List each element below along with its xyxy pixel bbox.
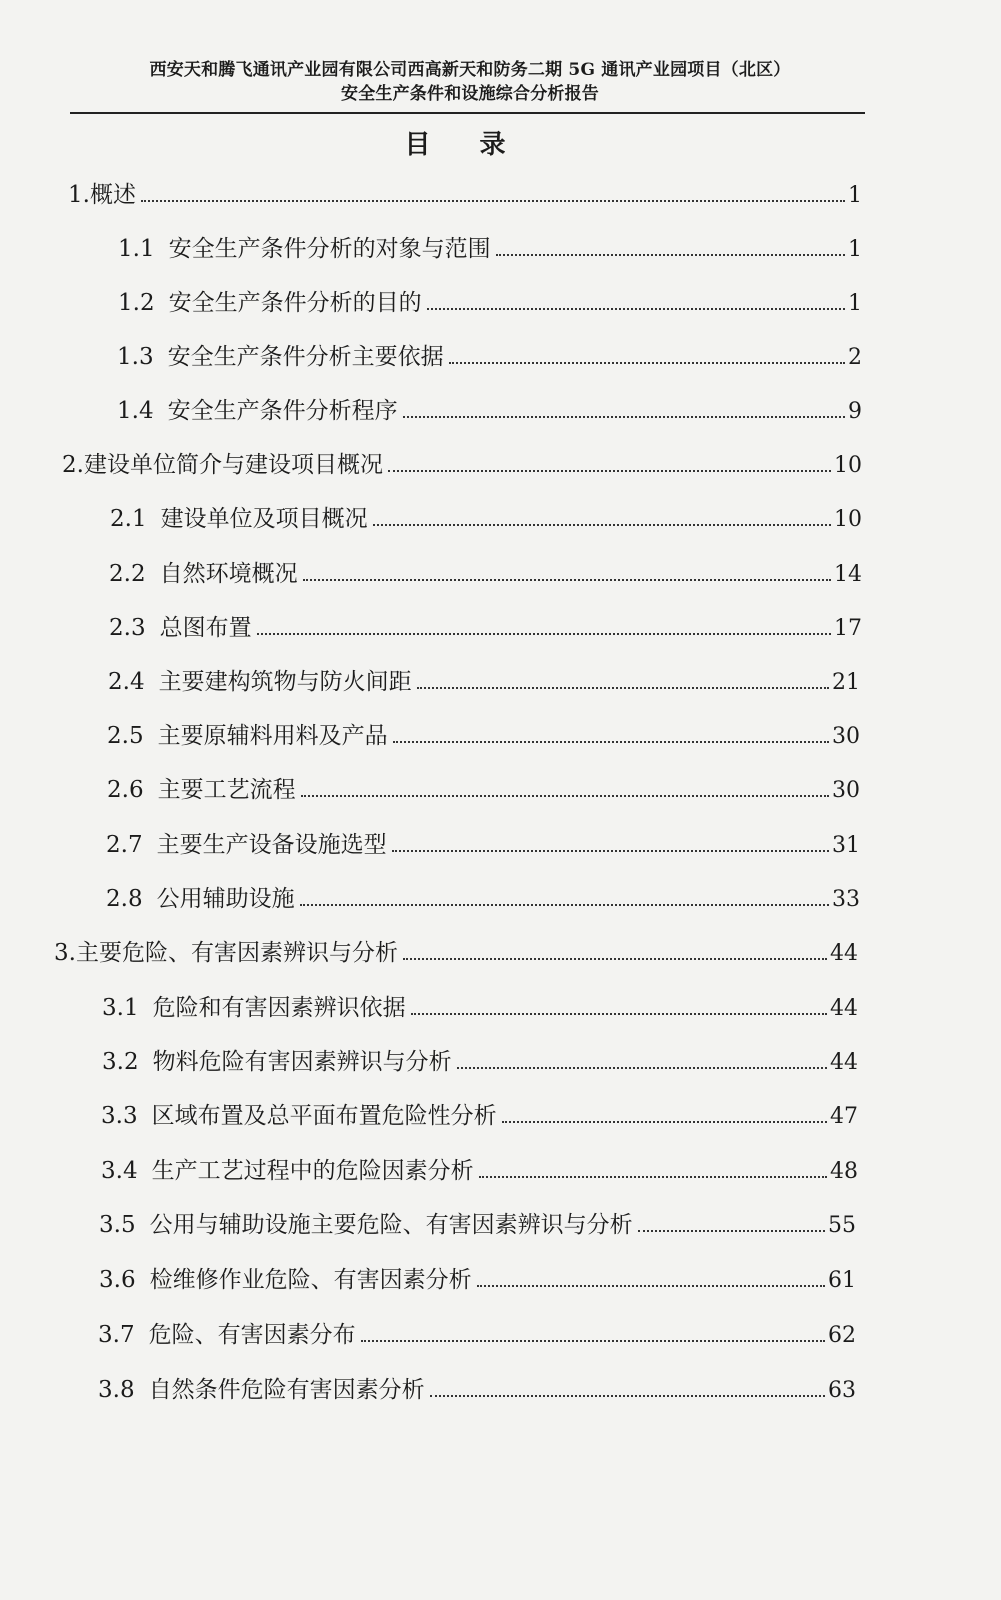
- toc-entry-page-number: 30: [832, 724, 860, 749]
- toc-entry-text: 3.主要危险、有害因素辨识与分析: [54, 940, 398, 966]
- dot-leader: [638, 1230, 825, 1232]
- dot-leader: [417, 687, 829, 689]
- toc-entry-text: 建设单位及项目概况: [160, 506, 368, 532]
- dot-leader: [477, 1285, 825, 1287]
- toc-entry-number: 1.4: [117, 398, 154, 424]
- toc-entry-label: [108, 665, 414, 699]
- toc-entry-label: [99, 1208, 635, 1242]
- toc-entry-text: 公用辅助设施: [156, 886, 295, 912]
- toc-entry-page-number: 1: [848, 291, 862, 316]
- toc-entry-number: 3.2: [102, 1049, 139, 1075]
- toc-entry[interactable]: [101, 1154, 858, 1188]
- toc-entry[interactable]: [62, 448, 862, 482]
- toc-entry[interactable]: [106, 828, 860, 862]
- toc-entry-page-number: 33: [832, 887, 860, 912]
- toc-entry-label: [107, 719, 390, 753]
- toc-entry-text: 安全生产条件分析的对象与范围: [168, 236, 491, 262]
- header-line-1: 西安天和腾飞通讯产业园有限公司西高新天和防务二期 5G 通讯产业园项目（北区）: [149, 60, 791, 80]
- toc-entry-text: 公用与辅助设施主要危险、有害因素辨识与分析: [149, 1212, 633, 1238]
- toc-entry-number: 2.6: [107, 777, 144, 803]
- toc-entry-page-number: 9: [848, 399, 862, 424]
- dot-leader: [303, 579, 831, 581]
- toc-entry-text: 区域布置及总平面布置危险性分析: [151, 1103, 497, 1129]
- toc-entry-text: 主要工艺流程: [157, 777, 296, 803]
- toc-entry[interactable]: [108, 665, 860, 699]
- toc-entry-page-number: 44: [830, 1050, 858, 1075]
- toc-entry-number: 3.1: [102, 995, 139, 1021]
- toc-entry[interactable]: [68, 178, 862, 212]
- toc-entry[interactable]: [99, 1208, 856, 1242]
- dot-leader: [457, 1067, 827, 1069]
- toc-entry-number: 1.1: [118, 236, 155, 262]
- toc-entry-number: 2.2: [109, 561, 146, 587]
- toc-entry-number: 2.5: [107, 723, 144, 749]
- dot-leader: [502, 1121, 827, 1123]
- toc-entry-text: 危险、有害因素分布: [148, 1322, 356, 1348]
- dot-leader: [403, 416, 845, 418]
- toc-entry-label: [54, 936, 400, 970]
- toc-entry-page-number: 1: [848, 183, 862, 208]
- dot-leader: [361, 1340, 825, 1342]
- toc-entry-page-number: 48: [830, 1159, 858, 1184]
- toc-entry[interactable]: [101, 1099, 858, 1133]
- toc-entry-label: [102, 1045, 454, 1079]
- toc-entry-page-number: 55: [828, 1213, 856, 1238]
- toc-entry[interactable]: [54, 936, 858, 970]
- toc-entry[interactable]: [107, 773, 860, 807]
- toc-entry-number: 3.8: [98, 1377, 135, 1403]
- toc-entry[interactable]: [118, 232, 862, 266]
- toc-entry-page-number: 30: [832, 778, 860, 803]
- toc-entry-text: 主要生产设备设施选型: [156, 832, 387, 858]
- toc-entry[interactable]: [109, 611, 862, 645]
- dot-leader: [392, 850, 829, 852]
- toc-entry-label: [109, 557, 300, 591]
- toc-entry-page-number: 17: [834, 616, 862, 641]
- dot-leader: [403, 958, 827, 960]
- toc-entry-number: 2.7: [106, 832, 143, 858]
- toc-entry-label: [107, 773, 298, 807]
- toc-entry-label: [117, 340, 446, 374]
- toc-entry-number: 3.6: [99, 1267, 136, 1293]
- toc-entry-label: [109, 611, 254, 645]
- toc-entry-text: 危险和有害因素辨识依据: [152, 995, 406, 1021]
- toc-entry-page-number: 62: [828, 1323, 856, 1348]
- toc-entry-label: [102, 991, 408, 1025]
- toc-entry-page-number: 2: [848, 345, 862, 370]
- dot-leader: [496, 254, 845, 256]
- toc-entry-number: 3.3: [101, 1103, 138, 1129]
- toc-entry[interactable]: [98, 1373, 856, 1407]
- dot-leader: [301, 795, 829, 797]
- toc-entry-text: 检维修作业危险、有害因素分析: [149, 1267, 472, 1293]
- toc-entry-number: 2.3: [109, 615, 146, 641]
- toc-entry-text: 自然条件危险有害因素分析: [148, 1377, 425, 1403]
- toc-entry[interactable]: [117, 340, 862, 374]
- toc-entry-page-number: 10: [834, 453, 862, 478]
- dot-leader: [393, 741, 829, 743]
- dot-leader: [449, 362, 845, 364]
- toc-entry-page-number: 10: [834, 507, 862, 532]
- toc-entry-page-number: 1: [848, 237, 862, 262]
- toc-entry-page-number: 31: [832, 833, 860, 858]
- toc-entry-text: 自然环境概况: [159, 561, 298, 587]
- toc-entry[interactable]: [102, 1045, 858, 1079]
- toc-entry-page-number: 61: [828, 1268, 856, 1293]
- toc-entry[interactable]: [98, 1318, 856, 1352]
- toc-entry[interactable]: [109, 557, 862, 591]
- toc-entry-number: 1.3: [117, 344, 154, 370]
- toc-entry-text: 2.建设单位简介与建设项目概况: [62, 452, 383, 478]
- toc-entry-label: [98, 1373, 427, 1407]
- dot-leader: [373, 524, 831, 526]
- header-line-2: 安全生产条件和设施综合分析报告: [341, 84, 599, 104]
- toc-title: 目 录: [404, 130, 526, 160]
- toc-entry-text: 总图布置: [159, 615, 252, 641]
- toc-entry-text: 主要建构筑物与防火间距: [158, 669, 412, 695]
- toc-entry-page-number: 63: [828, 1378, 856, 1403]
- toc-entry-text: 物料危险有害因素辨识与分析: [152, 1049, 452, 1075]
- dot-leader: [257, 633, 831, 635]
- dot-leader: [411, 1013, 827, 1015]
- toc-entry[interactable]: [118, 286, 862, 320]
- toc-entry-page-number: 44: [830, 996, 858, 1021]
- toc-entry-number: 1.2: [118, 290, 155, 316]
- toc-entry-number: 3.5: [99, 1212, 136, 1238]
- toc-entry-number: 2.8: [106, 886, 143, 912]
- toc-entry-number: 3.4: [101, 1158, 138, 1184]
- toc-entry-text: 安全生产条件分析程序: [167, 398, 398, 424]
- toc-entry-page-number: 14: [834, 562, 862, 587]
- toc-entry-label: [98, 1318, 358, 1352]
- toc-entry-label: [101, 1099, 499, 1133]
- toc-entry-label: [118, 286, 424, 320]
- toc-entry-number: 2.1: [110, 506, 147, 532]
- toc-entry[interactable]: [107, 719, 860, 753]
- toc-entry-text: 安全生产条件分析主要依据: [167, 344, 444, 370]
- dot-leader: [430, 1395, 825, 1397]
- toc-entry[interactable]: [110, 502, 862, 536]
- toc-entry-label: [68, 178, 138, 212]
- toc-entry-label: [118, 232, 493, 266]
- toc-entry-page-number: 47: [830, 1104, 858, 1129]
- dot-leader: [141, 200, 845, 202]
- toc-entry-page-number: 44: [830, 941, 858, 966]
- dot-leader: [388, 470, 831, 472]
- toc-entry[interactable]: [117, 394, 862, 428]
- toc-entry-text: 1.概述: [68, 182, 136, 208]
- toc-entry-label: [106, 882, 297, 916]
- toc-entry-label: [117, 394, 400, 428]
- toc-entry[interactable]: [106, 882, 860, 916]
- toc-entry-label: [99, 1263, 474, 1297]
- toc-entry-text: 安全生产条件分析的目的: [168, 290, 422, 316]
- toc-entry-label: [101, 1154, 476, 1188]
- dot-leader: [479, 1176, 827, 1178]
- toc-entry-number: 2.4: [108, 669, 145, 695]
- toc-entry[interactable]: [99, 1263, 856, 1297]
- toc-entry-label: [106, 828, 389, 862]
- toc-entry[interactable]: [102, 991, 858, 1025]
- dot-leader: [300, 904, 829, 906]
- dot-leader: [427, 308, 845, 310]
- toc-entry-page-number: 21: [832, 670, 860, 695]
- toc-entry-text: 生产工艺过程中的危险因素分析: [151, 1158, 474, 1184]
- toc-entry-label: [62, 448, 385, 482]
- toc-entry-number: 3.7: [98, 1322, 135, 1348]
- toc-entry-label: [110, 502, 370, 536]
- toc-entry-text: 主要原辅料用料及产品: [157, 723, 388, 749]
